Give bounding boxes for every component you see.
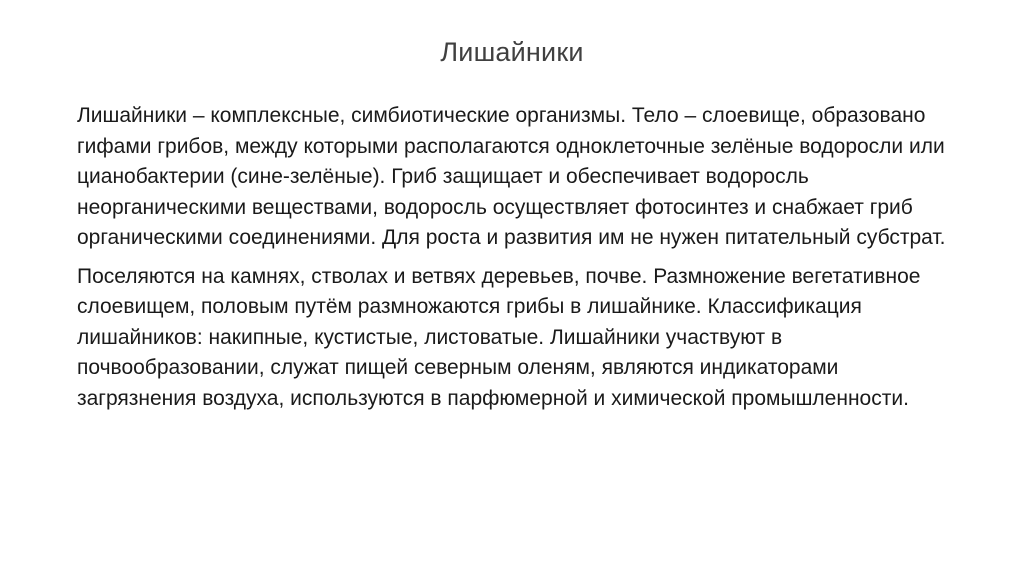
paragraph-description: Лишайники – комплексные, симбиотические организмы. Тело – слоевище, образовано гифами грибов, между которыми располагаются одноклеточные зелёные водоросли или цианобактерии (сине-зелёные). Гриб защищает и обеспечивает водоросль неорганическими веществами, водоросль осуществляет фотосинтез и снабжает гриб органическими соединениями. Для роста и развития им не нужен питательный субстрат.: [77, 104, 946, 249]
paragraph-habitat: Поселяются на камнях, стволах и ветвях деревьев, почве. Размножение вегетативное слоевищем, половым путём размножаются грибы в лишайнике. Классификация лишайников: накипные, кустистые, листоватые. Лишайники участвуют в почвообразовании, служат пищей северным оленям, являются индикаторами загрязнения воздуха, используются в парфюмерной и химической промышленности.: [77, 264, 921, 410]
slide-title: Лишайники: [440, 37, 584, 67]
slide-body: [77, 101, 957, 422]
